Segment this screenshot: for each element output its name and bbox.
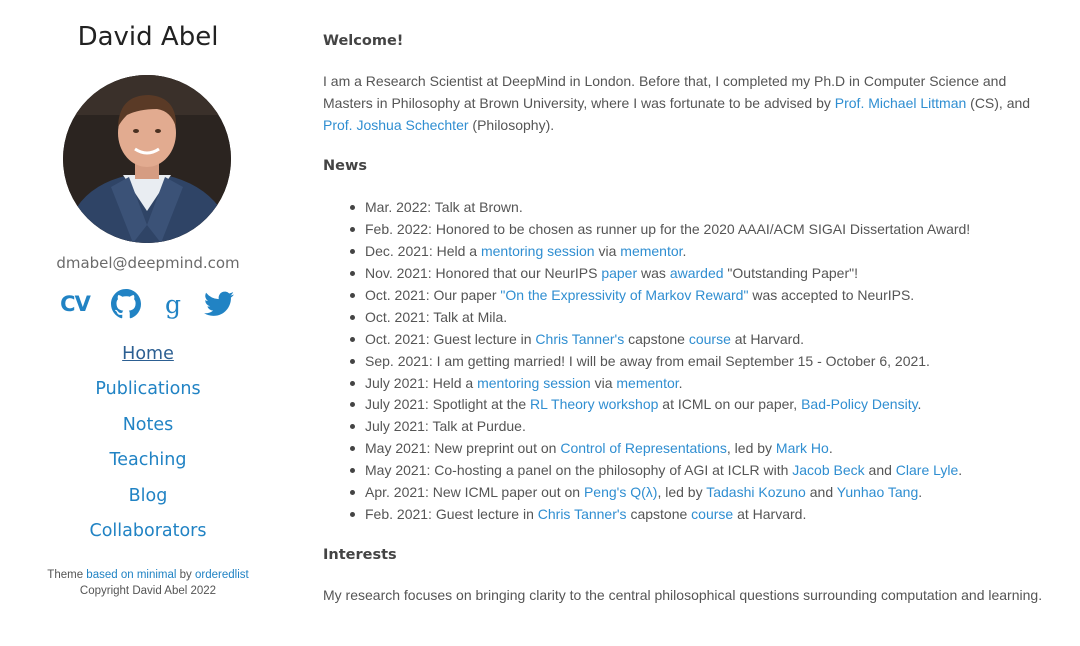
news-text: "Outstanding Paper"! <box>723 264 858 281</box>
news-link[interactable]: "On the Expressivity of Markov Reward" <box>500 286 749 303</box>
news-link[interactable]: Yunhao Tang <box>836 484 919 501</box>
news-item <box>323 503 1063 525</box>
news-link[interactable]: Tadashi Kozuno <box>706 484 806 501</box>
site-title[interactable]: David Abel <box>77 22 219 52</box>
nav-item-blog <box>0 478 296 514</box>
news-text: Oct. 2021: Guest lecture in <box>365 330 536 347</box>
bio-link-littman[interactable]: Prof. Michael Littman <box>834 95 967 111</box>
nav-link-publications[interactable]: Publications <box>95 379 201 400</box>
news-item <box>323 328 1063 350</box>
news-text: . <box>682 242 687 259</box>
news-text: was accepted to NeurIPS. <box>748 286 915 303</box>
avatar <box>63 75 231 243</box>
theme-by: by <box>176 569 195 581</box>
nav-link-blog[interactable]: Blog <box>128 485 168 506</box>
news-text: capstone <box>624 330 689 347</box>
news-text: Feb. 2021: Guest lecture in <box>365 506 538 523</box>
news-text: Dec. 2021: Held a <box>365 242 481 259</box>
news-item <box>323 284 1063 306</box>
news-text: . <box>917 396 922 413</box>
profile-photo <box>63 75 231 243</box>
news-text: Mar. 2022: Talk at Brown. <box>365 199 523 215</box>
interests-heading: Interests <box>323 547 397 563</box>
welcome-heading: Welcome! <box>323 33 404 49</box>
bio-text: (CS), and <box>966 95 1031 111</box>
theme-prefix: Theme <box>47 569 87 581</box>
copyright: Copyright David Abel 2022 <box>79 585 217 597</box>
news-link[interactable]: mementor <box>616 374 679 391</box>
news-text: via <box>594 242 621 259</box>
news-item <box>323 262 1063 284</box>
news-text: . <box>958 462 963 479</box>
news-link[interactable]: Chris Tanner's <box>535 330 625 347</box>
cv-icon[interactable]: CV <box>60 292 90 316</box>
nav-item-collaborators <box>0 514 296 550</box>
news-text: Nov. 2021: Honored that our NeurIPS <box>365 264 602 281</box>
news-text: . <box>918 484 923 501</box>
theme-based-on-link[interactable]: based on <box>86 569 134 581</box>
news-link[interactable]: paper <box>601 264 638 281</box>
github-icon[interactable] <box>109 287 143 321</box>
news-item <box>323 437 1063 459</box>
bio-text: (Philosophy). <box>468 117 555 133</box>
news-link[interactable]: course <box>691 506 734 523</box>
news-link[interactable]: Bad-Policy Density <box>801 396 918 413</box>
news-text: July 2021: Talk at Purdue. <box>365 418 526 435</box>
nav-link-teaching[interactable]: Teaching <box>109 450 187 471</box>
news-link[interactable]: awarded <box>669 264 724 281</box>
news-item <box>323 240 1063 262</box>
news-item <box>323 196 1063 218</box>
news-text: , led by <box>657 484 707 501</box>
news-text: Sep. 2021: I am getting married! I will be away from email September 15 - October 6, 2021. <box>365 352 930 369</box>
news-item <box>323 481 1063 503</box>
news-list <box>323 196 1063 525</box>
news-text: at Harvard. <box>733 506 807 523</box>
news-item <box>323 459 1063 481</box>
news-item <box>323 393 1063 415</box>
news-text: via <box>590 374 617 391</box>
theme-credit <box>0 567 296 583</box>
news-text: at Harvard. <box>730 330 804 347</box>
news-link[interactable]: mentoring session <box>480 242 595 259</box>
footer <box>0 567 296 599</box>
news-item <box>323 350 1063 372</box>
nav-item-teaching <box>0 443 296 479</box>
news-link[interactable]: mentoring session <box>477 374 591 391</box>
news-text: Apr. 2021: New ICML paper out on <box>365 484 584 501</box>
site-nav <box>0 336 296 549</box>
news-text: July 2021: Spotlight at the <box>365 396 530 413</box>
news-text: and <box>864 462 896 479</box>
nav-link-notes[interactable]: Notes <box>122 414 174 435</box>
theme-minimal-link[interactable]: minimal <box>136 569 177 581</box>
bio-paragraph <box>323 70 1058 136</box>
bio-link-schechter[interactable]: Prof. Joshua Schechter <box>323 117 469 133</box>
news-text: Feb. 2022: Honored to be chosen as runner up for the 2020 AAAI/ACM SIGAI Dissertation Award! <box>365 220 971 237</box>
news-item <box>323 372 1063 394</box>
google-scholar-icon[interactable]: g <box>164 289 181 319</box>
nav-item-home <box>0 336 296 372</box>
news-text: May 2021: Co-hosting a panel on the philosophy of AGI at ICLR with <box>365 462 793 479</box>
news-link[interactable]: Peng's Q(λ) <box>583 484 658 501</box>
interests-paragraph: My research focuses on bringing clarity to the central philosophical questions surrounding computation and learning. <box>323 587 1043 603</box>
news-text: , led by <box>726 440 776 457</box>
news-text: and <box>805 484 837 501</box>
news-text: Oct. 2021: Talk at Mila. <box>365 308 508 325</box>
twitter-icon[interactable] <box>202 287 236 321</box>
news-text: May 2021: New preprint out on <box>365 440 561 457</box>
news-link[interactable]: Chris Tanner's <box>537 506 627 523</box>
sidebar <box>0 0 296 646</box>
news-link[interactable]: RL Theory workshop <box>530 396 659 413</box>
news-link[interactable]: Clare Lyle <box>895 462 959 479</box>
nav-item-publications <box>0 372 296 408</box>
email-address: dmabel@deepmind.com <box>56 254 240 272</box>
news-text: Oct. 2021: Our paper <box>365 286 501 303</box>
nav-item-notes <box>0 407 296 443</box>
news-text: . <box>678 374 683 391</box>
news-item <box>323 306 1063 328</box>
news-text: at ICML on our paper, <box>658 396 802 413</box>
social-links <box>55 287 241 321</box>
nav-link-home[interactable]: Home <box>122 343 174 364</box>
news-text: was <box>637 264 670 281</box>
news-link[interactable]: Jacob Beck <box>792 462 865 479</box>
nav-link-collaborators[interactable]: Collaborators <box>89 521 207 542</box>
news-link[interactable]: mementor <box>620 242 683 259</box>
news-text: capstone <box>626 506 692 523</box>
news-link[interactable]: Mark Ho <box>775 440 829 457</box>
news-item <box>323 218 1063 240</box>
news-text: July 2021: Held a <box>365 374 478 391</box>
news-text: . <box>828 440 833 457</box>
bio-text: I am a Research Scientist at DeepMind in London. Before that, I completed my Ph.D in Computer Science and Masters in Philosophy at Brown University, where I was fortunate to be advised by <box>323 73 1007 111</box>
news-item <box>323 415 1063 437</box>
news-link[interactable]: Control of Representations <box>560 440 727 457</box>
news-link[interactable]: course <box>688 330 731 347</box>
news-heading: News <box>323 158 367 174</box>
theme-orderedlist-link[interactable]: orderedlist <box>195 569 249 581</box>
